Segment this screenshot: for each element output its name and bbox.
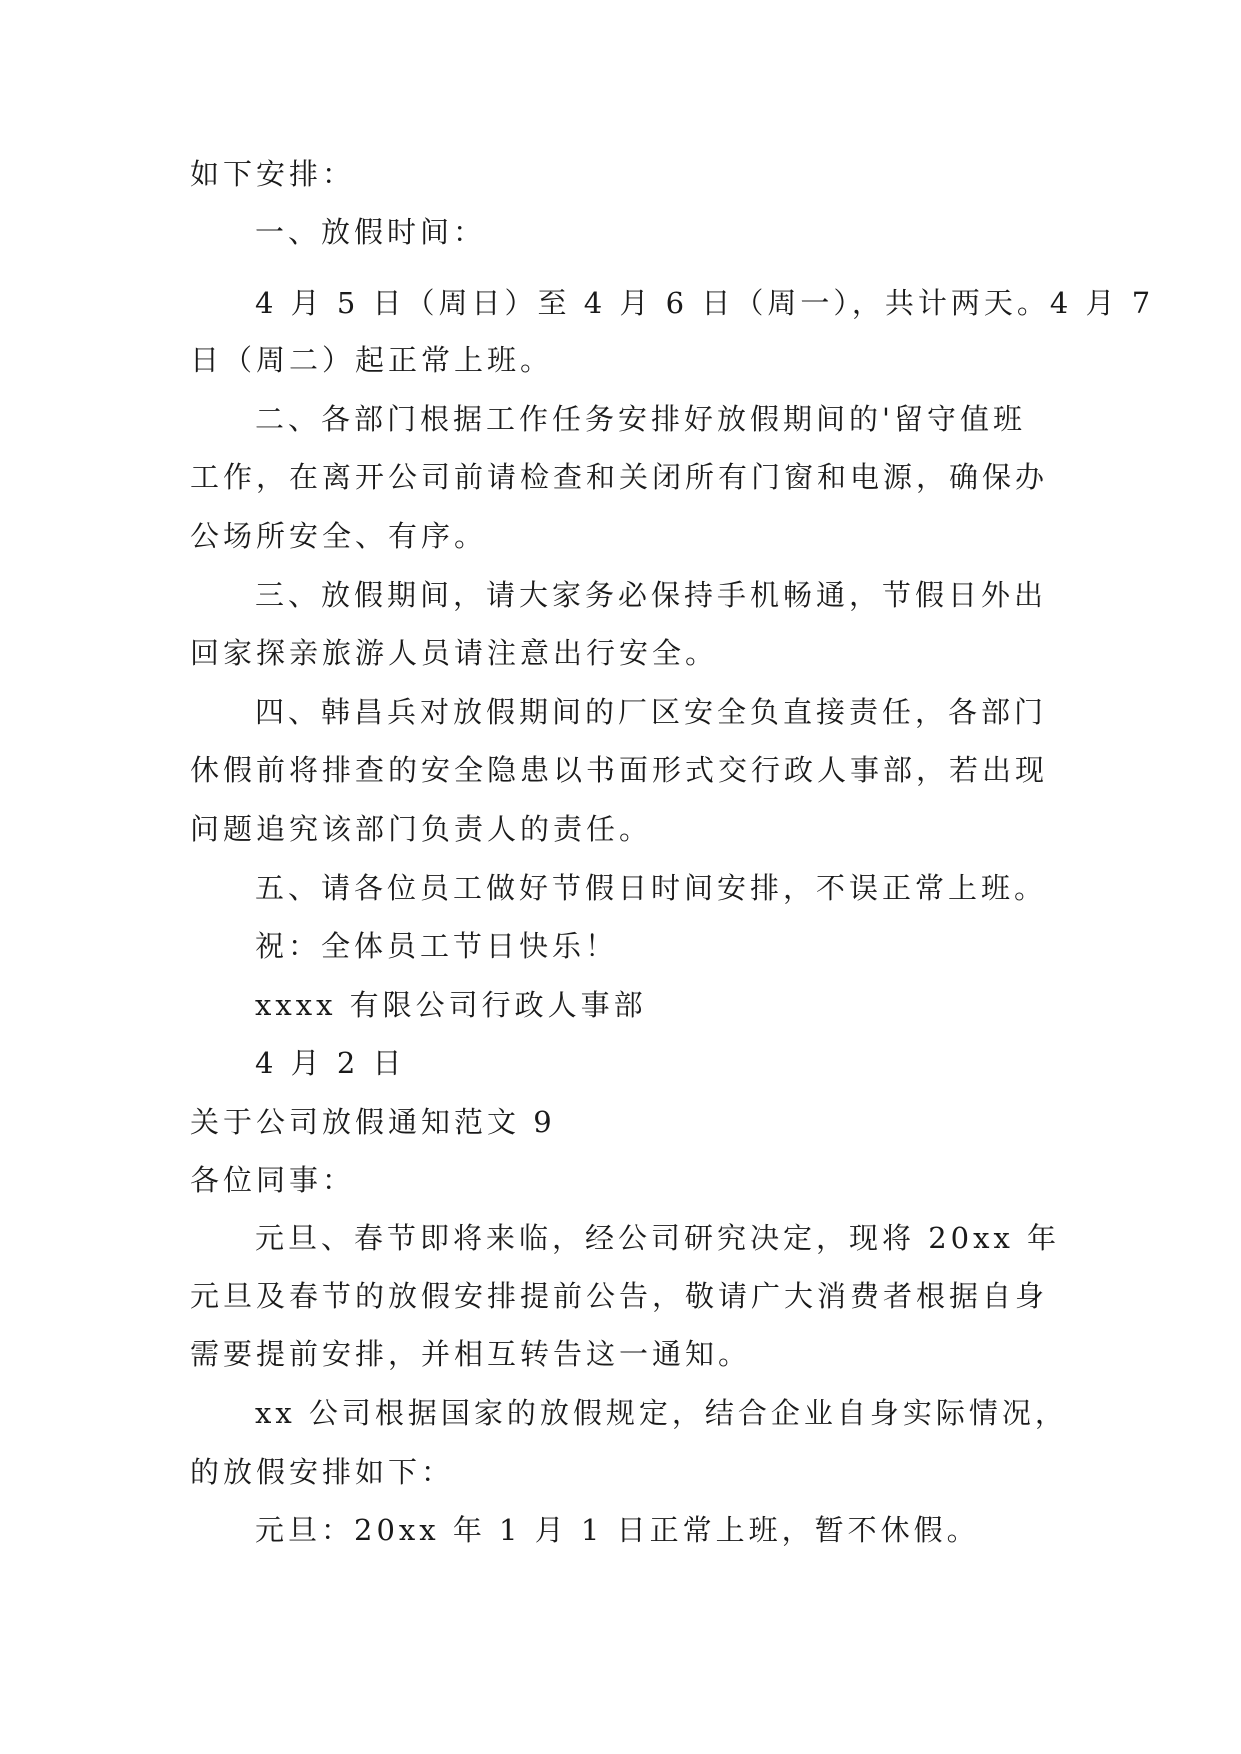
text-line: 回家探亲旅游人员请注意出行安全。 bbox=[190, 636, 719, 670]
section-title: 关于公司放假通知范文 9 bbox=[190, 1105, 556, 1139]
text-line: 休假前将排查的安全隐患以书面形式交行政人事部，若出现 bbox=[190, 753, 1049, 787]
text-line: 元旦、春节即将来临，经公司研究决定，现将 20xx 年 bbox=[255, 1221, 1061, 1255]
text-line: 祝：全体员工节日快乐！ bbox=[255, 929, 619, 963]
text-line: 问题追究该部门负责人的责任。 bbox=[190, 812, 653, 846]
text-line: 四、韩昌兵对放假期间的厂区安全负直接责任，各部门 bbox=[255, 695, 1048, 729]
text-line: xx 公司根据国家的放假规定，结合企业自身实际情况， bbox=[255, 1396, 1068, 1430]
text-line: 三、放假期间，请大家务必保持手机畅通，节假日外出 bbox=[255, 578, 1048, 612]
text-line: 4 月 5 日（周日）至 4 月 6 日（周一），共计两天。4 月 7 bbox=[255, 286, 1155, 320]
text-line: 的放假安排如下： bbox=[190, 1455, 455, 1489]
text-line: 公场所安全、有序。 bbox=[190, 519, 488, 553]
text-line: 如下安排： bbox=[190, 157, 356, 191]
text-line: 五、请各位员工做好节假日时间安排，不误正常上班。 bbox=[255, 871, 1048, 905]
text-line: 需要提前安排，并相互转告这一通知。 bbox=[190, 1337, 752, 1371]
text-line: 一、放假时间： bbox=[255, 215, 487, 249]
text-line: 工作，在离开公司前请检查和关闭所有门窗和电源，确保办 bbox=[190, 460, 1049, 494]
text-line: 元旦及春节的放假安排提前公告，敬请广大消费者根据自身 bbox=[190, 1279, 1049, 1313]
text-line: 4 月 2 日 bbox=[255, 1046, 406, 1080]
text-line: xxxx 有限公司行政人事部 bbox=[255, 988, 647, 1022]
salutation: 各位同事： bbox=[190, 1163, 356, 1197]
text-line: 二、各部门根据工作任务安排好放假期间的'留守值班 bbox=[255, 402, 1026, 436]
text-line: 元旦：20xx 年 1 月 1 日正常上班，暂不休假。 bbox=[255, 1513, 980, 1547]
text-line: 日（周二）起正常上班。 bbox=[190, 343, 554, 377]
